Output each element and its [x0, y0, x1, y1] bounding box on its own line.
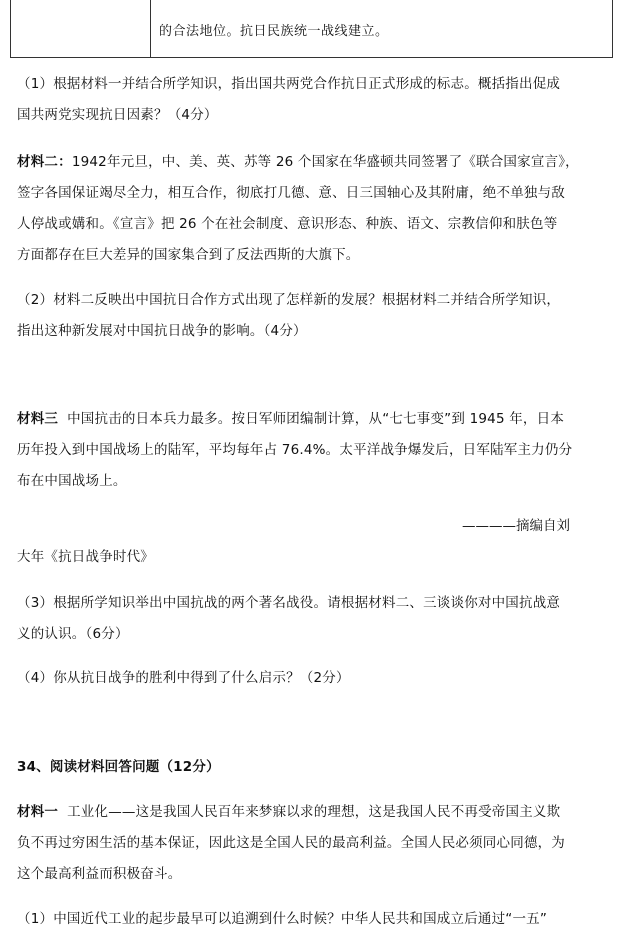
question-5-line-1: （1）中国近代工业的起步最早可以追溯到什么时候？中华人民共和国成立后通过“一五”	[17, 911, 548, 927]
question-3-line-1: （3）根据所学知识举出中国抗战的两个著名战役。请根据材料二、三谈谈你对中国抗战意	[17, 595, 561, 611]
material-3-line-1: 材料三 中国抗击的日本兵力最多。按日军师团编制计算，从“七七事变”到 1945 年，日本	[17, 411, 565, 427]
material-2-line-4: 方面都存在巨大差异的国家集合到了反法西斯的大旗下。	[17, 247, 360, 263]
material-3-line-2: 历年投入到中国战场上的陆军，平均每年占 76.4%。太平洋战争爆发后，日军陆军主力仍分	[17, 442, 573, 458]
question-2-line-2: 指出这种新发展对中国抗日战争的影响。（4分）	[17, 323, 307, 339]
question-1-line-1: （1）根据材料一并结合所学知识，指出国共两党合作抗日正式形成的标志。概括指出促成	[17, 76, 561, 92]
material-1-line-1: 材料一 工业化——这是我国人民百年来梦寐以求的理想，这是我国人民不再受帝国主义欺	[17, 804, 561, 820]
material-1-line-3: 这个最高利益而积极奋斗。	[17, 866, 182, 882]
question-1-line-2: 国共两党实现抗日因素？（4分）	[17, 107, 218, 123]
material-1-line-2: 负不再过穷困生活的基本保证，因此这是全国人民的最高利益。全国人民必须同心同德，为	[17, 835, 565, 851]
table-cell-text: 的合法地位。抗日民族统一战线建立。	[159, 24, 389, 39]
material-3-line-3: 布在中国战场上。	[17, 473, 127, 489]
material-3-label: 材料三	[17, 411, 59, 427]
source-attribution-1: ————摘编自刘	[462, 518, 570, 534]
material-2-label: 材料二：	[17, 154, 72, 170]
question-2-line-1: （2）材料二反映出中国抗日合作方式出现了怎样新的发展？根据材料二并结合所学知识，	[17, 292, 561, 308]
material-2-line-1: 材料二：1942年元旦，中、美、英、苏等 26 个国家在华盛顿共同签署了《联合国家宣言》，	[17, 154, 579, 170]
material-1-label: 材料一	[17, 804, 59, 820]
table-fragment	[10, 0, 613, 58]
material-2-line-2: 签字各国保证竭尽全力，相互合作，彻底打几德、意、日三国轴心及其附庸，绝不单独与敌	[17, 185, 565, 201]
table-divider	[150, 0, 151, 57]
question-4: （4）你从抗日战争的胜利中得到了什么启示？（2分）	[17, 670, 350, 686]
material-2-line-3: 人停战或媾和。《宣言》把 26 个在社会制度、意识形态、种族、语文、宗教信仰和肤色等	[17, 216, 558, 232]
source-attribution-2: 大年《抗日战争时代》	[17, 549, 154, 565]
section-34-heading: 34、阅读材料回答问题（12分）	[17, 759, 220, 775]
question-3-line-2: 义的认识。（6分）	[17, 626, 129, 642]
